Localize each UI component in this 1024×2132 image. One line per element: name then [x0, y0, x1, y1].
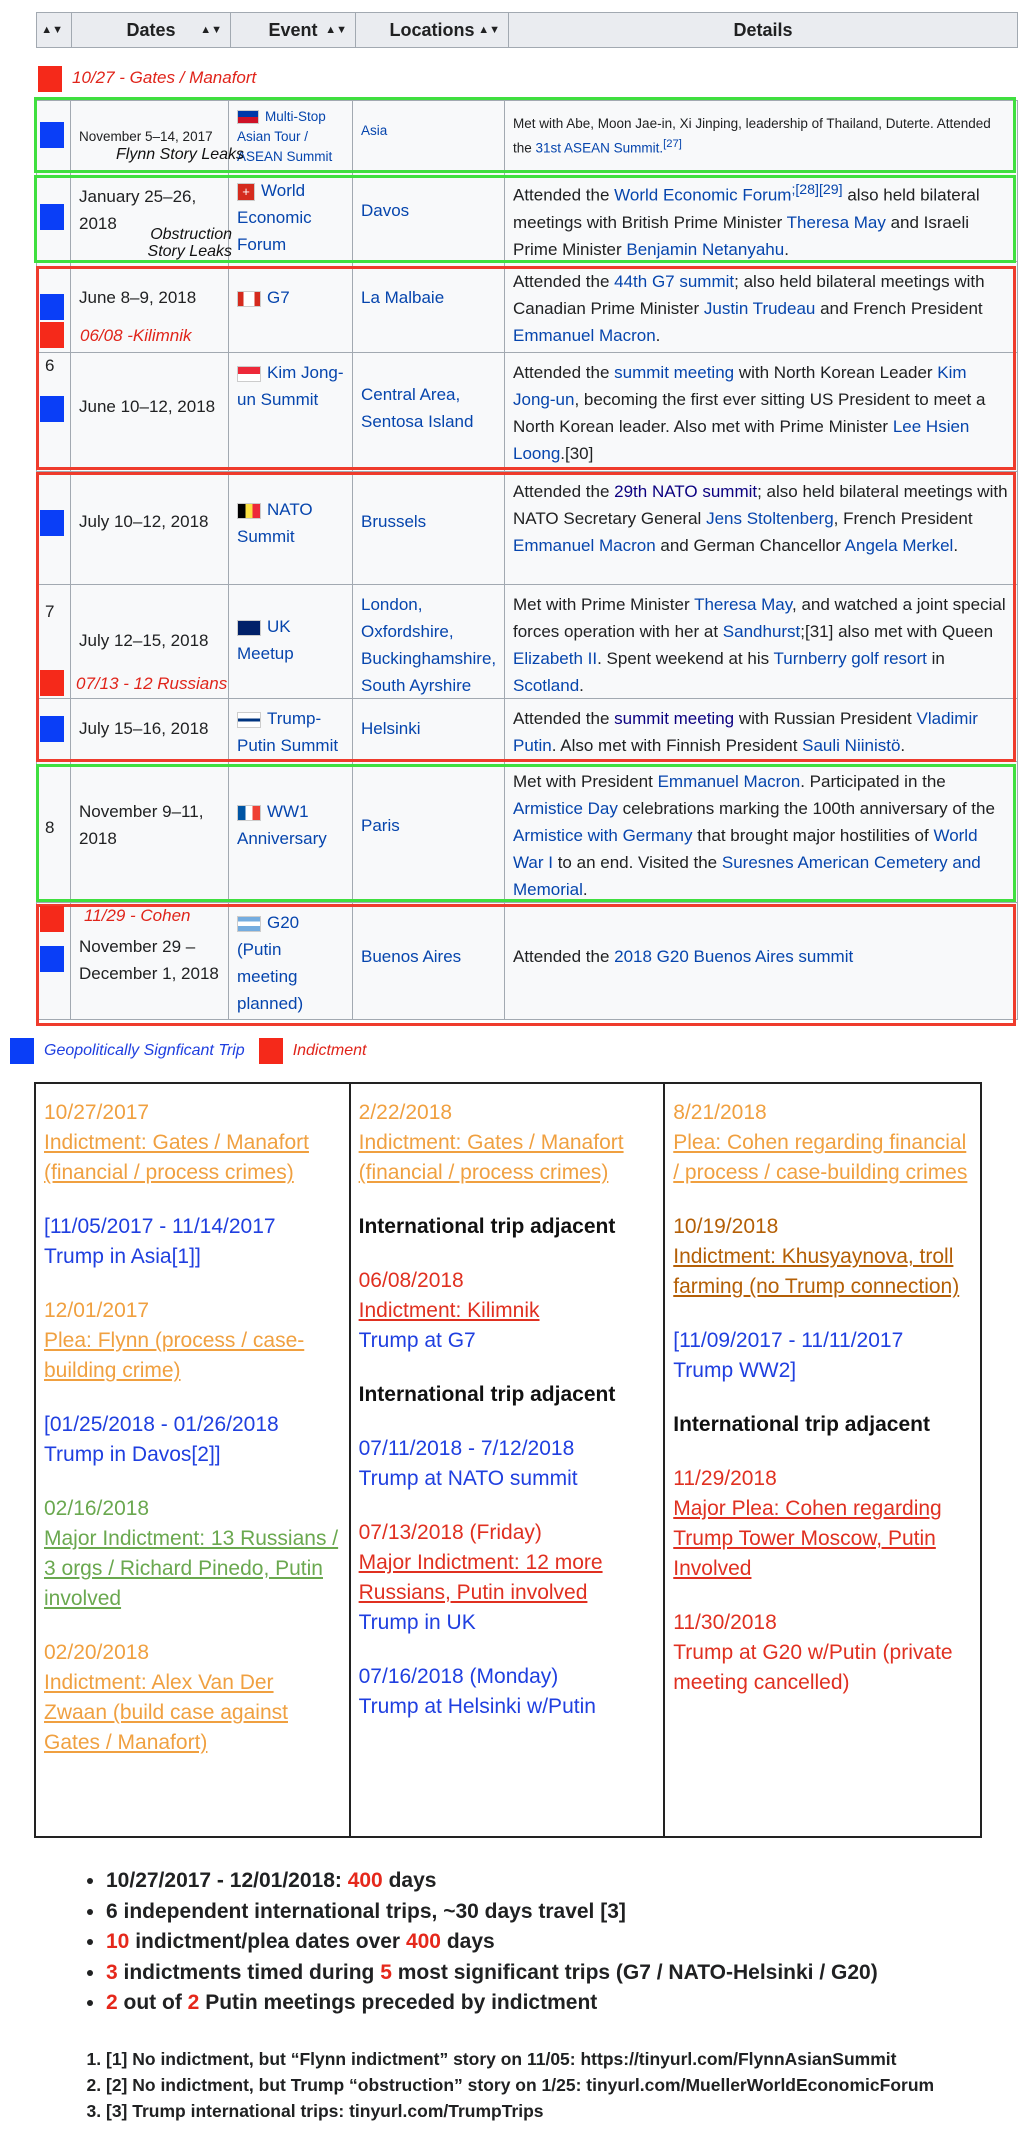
event-link[interactable]: WW1 Anniversary [237, 802, 327, 848]
trip-square [40, 716, 64, 742]
details-link[interactable]: Emmanuel Macron [513, 536, 656, 555]
date-text: November 5–14, 2017 [79, 129, 213, 144]
entry-date: 8/21/2018 [673, 1101, 767, 1124]
details-link[interactable]: Scotland [513, 676, 580, 695]
details-text: in [926, 649, 945, 668]
details-text: Met with President [513, 772, 658, 791]
entry-date: [11/09/2017 - 11/11/2017 [673, 1329, 904, 1352]
details-link[interactable]: Kim Jong-un [513, 363, 967, 409]
entry-extra: Trump in UK [358, 1611, 476, 1634]
details-text: , becoming the first ever sitting US President to meet a North Korean leader. Also met with Prime Minister [513, 390, 986, 436]
footnotes [70, 2046, 934, 2124]
event-link[interactable]: World Economic Forum [237, 181, 312, 254]
entry-date: 11/30/2018 [673, 1611, 777, 1634]
details-link[interactable]: 29th NATO summit [614, 482, 758, 501]
details-text: , and watched a joint special forces operation with her at [513, 595, 1006, 641]
event-link[interactable]: NATO Summit [237, 500, 313, 546]
details-link[interactable]: Suresnes American Cemetery and Memorial [513, 853, 981, 899]
header-label: Details [733, 19, 793, 40]
sort-icon[interactable]: ▲▼ [478, 24, 500, 36]
details-text: Attended the [513, 272, 615, 291]
entry-text[interactable]: Major Plea: Cohen regarding Trump Tower Moscow, Putin Involved [673, 1497, 942, 1580]
details-link[interactable]: World Economic Forum [614, 185, 792, 205]
date-text: July 15–16, 2018 [79, 719, 209, 738]
entry-date: 06/08/2018 [358, 1269, 464, 1292]
location-link[interactable]: Asia [361, 123, 388, 138]
timeline-entry [44, 1098, 341, 1188]
details-text: Attended the [513, 947, 615, 966]
bullet-text: indictments timed during [117, 1960, 381, 1984]
details-text: . Also met with Finnish President [551, 736, 803, 755]
details-text: and French President [815, 299, 983, 318]
details-link[interactable]: Armistice with Germany [513, 826, 693, 845]
trip-box-green [34, 175, 1016, 263]
entry-extra: Trump at G7 [358, 1329, 476, 1352]
details-text: and German Chancellor [655, 536, 845, 555]
entry-text: Trump WW2] [673, 1359, 797, 1382]
timeline-entry [359, 1266, 656, 1356]
event-link[interactable]: Multi-Stop Asian Tour / ASEAN Summit [237, 109, 333, 164]
location-link[interactable]: Paris [361, 816, 400, 835]
annotation-flynn: Flynn Story Leaks [116, 146, 245, 163]
details-text: Attended the [513, 482, 615, 501]
list-item [106, 1866, 878, 1897]
entry-date: [11/05/2017 - 11/14/2017 [44, 1215, 276, 1238]
timeline-entry [673, 1410, 972, 1440]
date-text: June 10–12, 2018 [79, 397, 216, 416]
indictment-square [40, 670, 64, 696]
annotation-russians: 07/13 - 12 Russians [76, 674, 228, 693]
timeline-entry [359, 1662, 656, 1722]
header-details[interactable] [509, 13, 1017, 47]
bullet-text: indictment/plea dates over [129, 1930, 406, 1953]
bullet-text: Putin meetings preceded by indictment [199, 1991, 598, 2014]
details-text: Attended the [513, 185, 615, 205]
section-heading: International trip adjacent [358, 1383, 616, 1406]
details-text: Attended the [513, 709, 615, 728]
entry-text[interactable]: Major Indictment: 12 more Russians, Putin involved [358, 1551, 603, 1604]
entry-text[interactable]: Indictment: Gates / Manafort (financial / process crimes) [358, 1131, 624, 1184]
bullet-text: most significant trips (G7 / NATO-Helsinki / G20) [391, 1960, 878, 1984]
indictment-square [38, 66, 62, 92]
entry-date: 11/29/2018 [673, 1467, 777, 1490]
details-link[interactable]: Jens Stoltenberg [706, 509, 834, 528]
timeline-entry [359, 1434, 656, 1494]
entry-date: 10/27/2017 [44, 1101, 150, 1124]
details-link[interactable]: 31st ASEAN Summit. [535, 140, 664, 156]
timeline-entry [44, 1212, 341, 1272]
bullet-text: 6 independent international trips, ~30 days travel [3] [106, 1899, 626, 1923]
entry-text[interactable]: Indictment: Kilimnik [358, 1299, 540, 1322]
details-text: with North Korean Leader [734, 363, 938, 382]
list-item [106, 1988, 878, 2019]
details-link[interactable]: Emmanuel Macron [657, 772, 801, 791]
timeline-entry [673, 1098, 972, 1188]
switzerland-flag-icon: + [237, 183, 255, 201]
details-link[interactable]: Vladimir Putin [513, 709, 978, 755]
list-item [106, 1897, 878, 1928]
details-link[interactable]: summit meeting [614, 709, 735, 728]
ref-link[interactable]: [27] [663, 138, 682, 150]
details-text: that brought major hostilities of [692, 826, 934, 845]
header-label: Locations [389, 19, 475, 40]
bullet-highlight: 5 [380, 1960, 392, 1984]
entry-text[interactable]: Plea: Cohen regarding financial / process / case-building crimes [673, 1131, 968, 1184]
legend-blue-square [10, 1038, 34, 1064]
details-text: . [900, 736, 906, 755]
event-link[interactable]: G7 [267, 288, 290, 307]
entry-date: 12/01/2017 [44, 1299, 150, 1322]
timeline-entry [44, 1296, 341, 1386]
trip-square [40, 946, 64, 972]
entry-date: 10/19/2018 [673, 1215, 779, 1238]
date-text: November 9–11, 2018 [79, 802, 204, 848]
date-text: November 29 – December 1, 2018 [79, 937, 219, 983]
indictment-square [40, 322, 64, 348]
details-text: celebrations marking the 100th anniversary of the [617, 799, 995, 818]
details-link[interactable]: Sauli Niinistö [802, 736, 901, 755]
trip-square [40, 204, 64, 230]
timeline-column [665, 1084, 980, 1836]
timeline-entry [673, 1326, 972, 1386]
timeline-entry [44, 1638, 341, 1758]
details-link[interactable]: Justin Trudeau [703, 299, 816, 318]
timeline-entry [359, 1212, 656, 1242]
details-text: . [582, 880, 588, 899]
details-link[interactable]: summit meeting [614, 363, 735, 382]
details-link[interactable]: Lee Hsien Loong [513, 417, 970, 463]
event-link[interactable]: UK Meetup [237, 617, 294, 663]
list-item [106, 1927, 878, 1958]
trip-square [40, 396, 64, 422]
timeline-entry [673, 1212, 972, 1302]
table-header [36, 12, 1018, 48]
details-link[interactable]: World War I [513, 826, 978, 872]
details-text: also held bilateral meetings with British Prime Minister [513, 185, 980, 232]
details-text: Attended the [513, 363, 615, 382]
header-blank[interactable] [37, 13, 72, 47]
section-heading: International trip adjacent [358, 1215, 616, 1238]
ref-link[interactable]: ;[28][29] [791, 182, 843, 198]
details-link[interactable]: 2018 G20 Buenos Aires summit [614, 947, 854, 966]
details-link[interactable]: 44th G7 summit [614, 272, 735, 291]
event-link[interactable]: Trump-Putin Summit [237, 709, 339, 755]
annotation-gates: 10/27 - Gates / Manafort [72, 68, 257, 87]
location-link[interactable]: London, Oxfordshire, Buckinghamshire, South Ayrshire [361, 595, 497, 695]
entry-date: 07/13/2018 (Friday) [358, 1521, 542, 1544]
details-text: Met with Abe, Moon Jae-in, Xi Jinping, leadership of Thailand, Duterte. Attended the [513, 116, 991, 156]
header-event[interactable] [231, 13, 356, 47]
legend [10, 1038, 367, 1064]
bullet-highlight: 10 [106, 1930, 130, 1953]
details-link[interactable]: Armistice Day [513, 799, 618, 818]
indictment-square [40, 906, 64, 932]
details-text: ;[31] also met with Queen [800, 622, 994, 641]
bullet-text: out of [117, 1991, 188, 2014]
header-label: Dates [126, 19, 176, 40]
date-text: January 25–26, 2018 [79, 187, 197, 233]
timeline-column [36, 1084, 351, 1836]
summary-list [70, 1866, 878, 2019]
bullet-text: days [441, 1930, 495, 1953]
details-text: ; also held bilateral meetings with Canadian Prime Minister [513, 272, 985, 318]
entry-text: Trump at Helsinki w/Putin [358, 1695, 596, 1718]
entry-date: 02/20/2018 [44, 1641, 150, 1664]
details-link[interactable]: Theresa May [786, 212, 886, 232]
legend-red-label: Indictment [292, 1042, 367, 1059]
legend-red-square [259, 1038, 283, 1064]
timeline-entry [359, 1380, 656, 1410]
entry-text[interactable]: Indictment: Gates / Manafort (financial / process crimes) [44, 1131, 309, 1184]
details-link[interactable]: Sandhurst [722, 622, 801, 641]
details-link[interactable]: Emmanuel Macron [513, 326, 656, 345]
footnote-item: 1. [1] No indictment, but “Flynn indictment” story on 11/05: https://tinyurl.com/FlynnAsianSummit [106, 2046, 934, 2072]
details-text: . Spent weekend at his [597, 649, 774, 668]
details-link[interactable]: Benjamin Netanyahu [626, 239, 785, 259]
event-link[interactable]: G20 (Putin meeting planned) [237, 913, 304, 1013]
entry-date: 07/11/2018 - 7/12/2018 [358, 1437, 575, 1460]
sort-icon[interactable]: ▲▼ [41, 24, 63, 36]
details-text: . [784, 239, 789, 259]
trip-box-red [36, 472, 1016, 762]
location-link[interactable]: Helsinki [361, 719, 421, 738]
trip-square [40, 294, 64, 320]
annotation-kilimnik: 06/08 -Kilimnik [80, 326, 192, 345]
location-link[interactable]: Davos [361, 201, 410, 220]
details-text: with Russian President [734, 709, 917, 728]
details-text: . Participated in the [800, 772, 946, 791]
timeline-entry [673, 1608, 972, 1698]
entry-text[interactable]: Plea: Flynn (process / case-building crime) [44, 1329, 305, 1382]
details-text: .[30] [560, 444, 594, 463]
timeline-entry [359, 1518, 656, 1638]
trip-number: 7 [45, 602, 55, 621]
list-item [106, 1958, 878, 1989]
entry-date: 2/22/2018 [358, 1101, 453, 1124]
entry-text: Trump in Asia[1]] [44, 1245, 201, 1268]
trip-box-red [36, 266, 1016, 470]
location-link[interactable]: Brussels [361, 512, 427, 531]
trip-box-green [36, 764, 1016, 902]
bullet-highlight: 400 [405, 1930, 441, 1953]
entry-text: Trump in Davos[2]] [44, 1443, 221, 1466]
sort-icon[interactable]: ▲▼ [200, 24, 222, 36]
date-text: June 8–9, 2018 [79, 288, 197, 307]
date-text: July 10–12, 2018 [79, 512, 209, 531]
details-text: . [953, 536, 959, 555]
timeline-column [351, 1084, 666, 1836]
bullet-highlight: 3 [106, 1960, 118, 1984]
header-dates[interactable] [72, 13, 231, 47]
annotation-cohen: 11/29 - Cohen [84, 906, 191, 925]
entry-text: Trump at NATO summit [358, 1467, 578, 1490]
section-heading: International trip adjacent [673, 1413, 930, 1436]
trip-number: 6 [45, 356, 55, 375]
trip-square [40, 122, 64, 148]
details-link[interactable]: Elizabeth II [513, 649, 598, 668]
location-link[interactable]: La Malbaie [361, 288, 445, 307]
trip-box-red [36, 904, 1016, 1026]
footnote-item: 3. [3] Trump international trips: tinyurl.com/TrumpTrips [106, 2098, 934, 2124]
details-text: , French President [833, 509, 973, 528]
entry-date: 07/16/2018 (Monday) [358, 1665, 559, 1688]
timeline-entry [44, 1410, 341, 1470]
header-label: Event [268, 19, 318, 40]
details-text: . [655, 326, 661, 345]
trip-square [40, 510, 64, 536]
location-link[interactable]: Buenos Aires [361, 947, 462, 966]
entry-text[interactable]: Major Indictment: 13 Russians / 3 orgs / Richard Pinedo, Putin involved [44, 1527, 339, 1610]
annotation-obstruction: Obstruction Story Leaks [147, 226, 232, 260]
timeline-grid [34, 1082, 982, 1838]
details-link[interactable]: Turnberry golf resort [773, 649, 927, 668]
entry-date: [01/25/2018 - 01/26/2018 [44, 1413, 279, 1436]
timeline-entry [44, 1494, 341, 1614]
legend-blue-label: Geopolitically Signficant Trip [44, 1042, 245, 1059]
entry-text[interactable]: Indictment: Khusyaynova, troll farming (no Trump connection) [673, 1245, 960, 1298]
details-text: . [579, 676, 584, 695]
bullet-highlight: 2 [187, 1991, 200, 2014]
entry-date: 02/16/2018 [44, 1497, 150, 1520]
details-text: Met with Prime Minister [513, 595, 695, 614]
details-text: ; also held bilateral meetings with NATO Secretary General [513, 482, 1008, 528]
bullet-text: 10/27/2017 - 12/01/2018: [106, 1869, 348, 1892]
location-link[interactable]: Central Area, Sentosa Island [361, 385, 474, 431]
details-text: and Israeli Prime Minister [513, 212, 970, 259]
date-text: July 12–15, 2018 [79, 631, 209, 650]
entry-text: Trump at G20 w/Putin (private meeting cancelled) [673, 1641, 953, 1694]
bullet-text: days [382, 1869, 437, 1892]
event-link[interactable]: Kim Jong-un Summit [237, 363, 344, 409]
entry-text[interactable]: Indictment: Alex Van Der Zwaan (build case against Gates / Manafort) [44, 1671, 288, 1754]
details-text: to an end. Visited the [552, 853, 722, 872]
bullet-highlight: 2 [106, 1991, 118, 2014]
footnote-item: 2. [2] No indictment, but Trump “obstruction” story on 1/25: tinyurl.com/MuellerWorldEconomicForum [106, 2072, 934, 2098]
details-link[interactable]: Theresa May [694, 595, 793, 614]
timeline-entry [359, 1098, 656, 1188]
trip-number: 8 [45, 818, 55, 837]
details-link[interactable]: Angela Merkel [844, 536, 954, 555]
bullet-highlight: 400 [347, 1869, 383, 1892]
sort-icon[interactable]: ▲▼ [325, 24, 347, 36]
header-locations[interactable] [356, 13, 509, 47]
timeline-entry [673, 1464, 972, 1584]
trip-box-green [34, 97, 1016, 173]
